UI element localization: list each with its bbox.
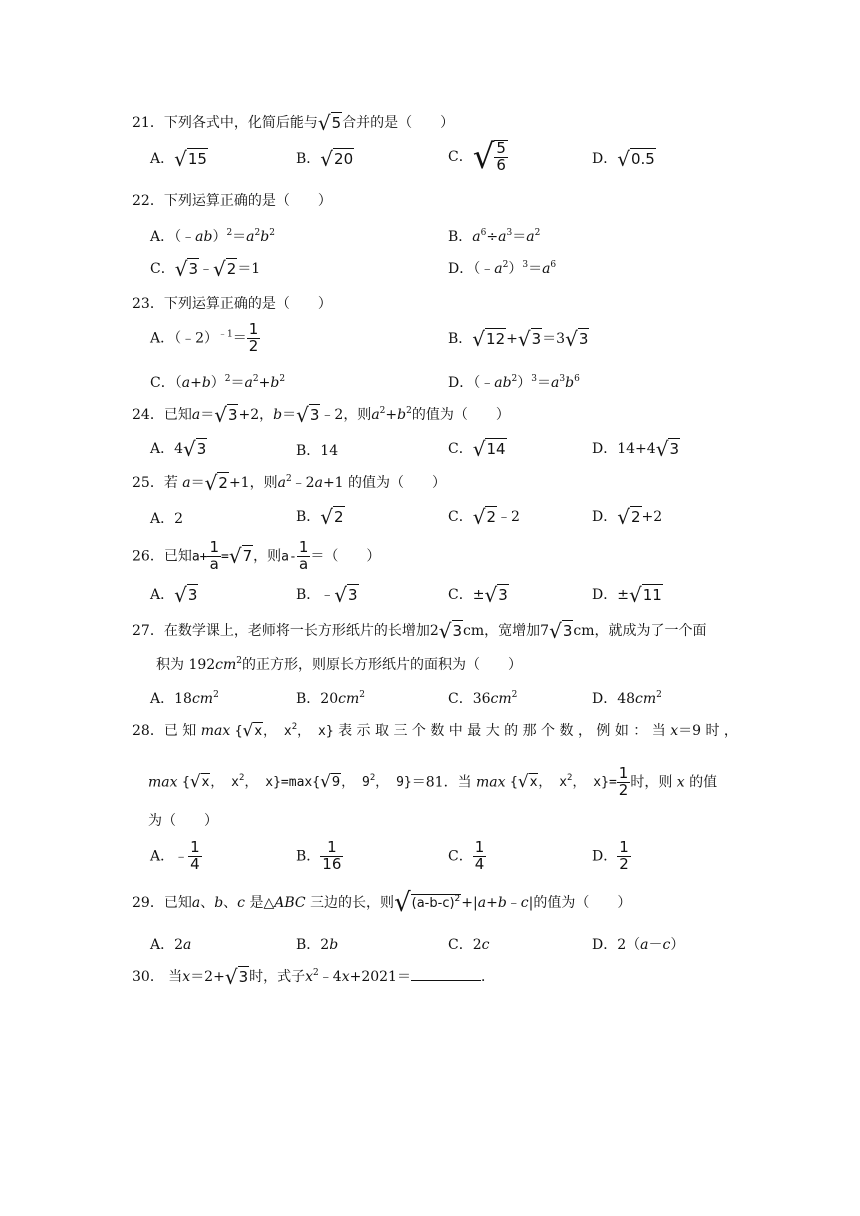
question-28-line2: max {√x， $x^2$， x}=max{√9， $9^2$， 9}＝81．当 max {√x， $x^2$， x}= $\frac{1}{2}$ 时，则 x 的值 (148, 764, 718, 799)
question-21 (132, 112, 454, 133)
q23-option-d[interactable]: D．$(﹣ab^2)^3=a^3b^6$ (448, 374, 580, 391)
q25-option-b[interactable]: B．√2 (296, 505, 344, 529)
question-30: 30． 当x＝2+√3时，式子$x^2﹣4x+2021=$ ． (132, 965, 495, 989)
q25-option-d[interactable]: D．√2+2 (592, 505, 663, 529)
q22-option-d[interactable]: D．$(﹣a^2)^3=a^6$ (448, 260, 557, 277)
q24-option-c[interactable]: C．√14 (448, 437, 506, 461)
q25-option-c[interactable]: C．√2﹣2 (448, 505, 520, 529)
question-23: 23．下列运算正确的是（ ） (132, 296, 332, 312)
q26-option-c[interactable]: C．±√3 (448, 583, 508, 607)
q25-option-a[interactable]: A．2 (150, 511, 184, 527)
question-24: 24．已知a＝√3+2，b＝√3﹣2，则$a^2+b^2$的值为（ ） (132, 403, 510, 427)
answer-blank[interactable] (411, 968, 481, 981)
question-22: 22．下列运算正确的是（ ） (132, 193, 332, 209)
question-29: 29．已知a、b、c 是△ABC 三边的长，则$√(a-b-c)^2+|a+b﹣c|$的值为（ ） (132, 888, 632, 918)
q24-option-a[interactable]: A．4√3 (150, 437, 207, 461)
q27-option-d[interactable]: D．$48cm^2$ (592, 690, 662, 707)
question-26: 26．已知a+ $\frac{1}{a}$ =√7，则a- $\frac{1}{a}$ ＝（ ） (132, 538, 381, 573)
q21-option-a[interactable]: A．√15 (150, 147, 207, 171)
sqrt-5: √5 (317, 111, 342, 135)
q22-option-c[interactable]: C．√3﹣√2＝1 (150, 257, 261, 281)
q24-option-d[interactable]: D．14+4√3 (592, 437, 679, 461)
q24-option-b[interactable]: B．14 (296, 443, 339, 459)
q23-option-b[interactable]: B．√12+√3＝3√3 (448, 327, 589, 351)
q29-option-c[interactable]: C．2c (448, 937, 490, 953)
q23-option-c[interactable]: C．$(a+b)^2=a^2+b^2$ (150, 374, 286, 391)
q26-option-b[interactable]: B．﹣√3 (296, 583, 358, 607)
q27-option-b[interactable]: B．$20cm^2$ (296, 690, 365, 707)
q28-option-b[interactable]: B． $\frac{1}{16}$ (296, 838, 342, 873)
q29-option-b[interactable]: B．2b (296, 937, 339, 953)
q28-option-c[interactable]: C． $\frac{1}{4}$ (448, 838, 485, 873)
q29-option-a[interactable]: A．2a (150, 937, 192, 953)
q29-option-d[interactable]: D．2（a－c） (592, 937, 685, 953)
q22-option-a[interactable]: A．$(﹣ab)^2=a^2b^2$ (150, 228, 275, 245)
q26-option-d[interactable]: D．±√11 (592, 583, 662, 607)
question-number: 21． (132, 115, 164, 131)
question-28-line3: 为（ ） (148, 813, 218, 829)
question-25: 25．若 a＝√2+1，则$a^2﹣2a+1$ 的值为（ ） (132, 471, 447, 495)
question-28: 28．已 知 max {√x， $x^2$， x} 表 示 取 三 个 数 中 最 大 的 那 个 数 ， 例 如 ： 当 x＝9 时 ， (132, 721, 738, 741)
question-27-line2: 积为 $192cm^2$的正方形，则原长方形纸片的面积为（ ） (156, 656, 523, 673)
q23-option-a[interactable]: A．（﹣2）$^{﹣1}$＝ $\frac{1}{2}$ (150, 320, 259, 355)
question-27: 27．在数学课上，老师将一长方形纸片的长增加2√3cm，宽增加7√3cm，就成为了一个面 (132, 619, 707, 643)
q27-option-a[interactable]: A．$18cm^2$ (150, 690, 219, 707)
q27-option-c[interactable]: C．$36cm^2$ (448, 690, 518, 707)
question-stem: 下列各式中，化简后能与 (163, 115, 318, 131)
q21-option-b[interactable]: B．√20 (296, 147, 354, 171)
q21-option-c[interactable]: C．√ $\frac{5}{6}$ (448, 137, 506, 177)
q28-option-a[interactable]: A．﹣ $\frac{1}{4}$ (150, 838, 200, 873)
q21-option-d[interactable]: D．√0.5 (592, 147, 655, 171)
q22-option-b[interactable]: B．$a^6\div a^3=a^2$ (448, 228, 541, 245)
question-stem-end: 合并的是（ ） (342, 115, 455, 131)
q28-option-d[interactable]: D． $\frac{1}{2}$ (592, 838, 629, 873)
q26-option-a[interactable]: A．√3 (150, 583, 198, 607)
